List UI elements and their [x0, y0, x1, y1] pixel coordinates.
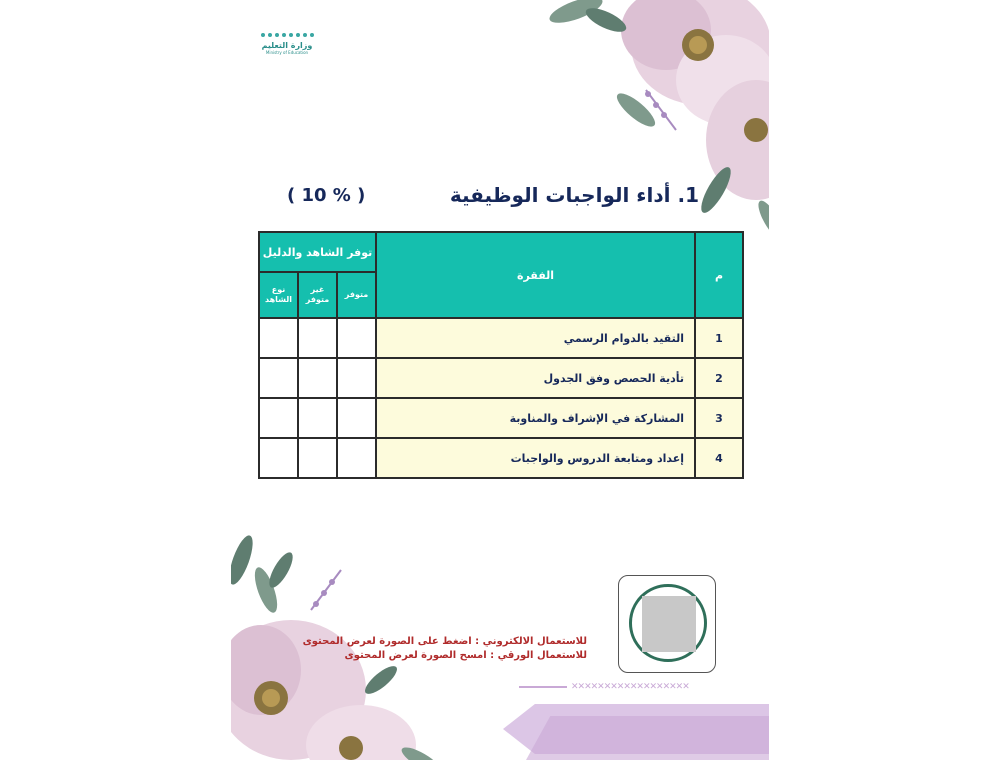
row-item: إعداد ومتابعة الدروس والواجبات — [376, 438, 695, 478]
logo-arabic-text: وزارة التعليم — [261, 41, 313, 50]
decorative-banner-shade — [526, 716, 769, 760]
table-header-row — [259, 232, 743, 272]
qr-code-frame[interactable] — [618, 575, 716, 673]
row-item: المشاركة في الإشراف والمناوبة — [376, 398, 695, 438]
electronic-use-note: للاستعمال الالكتروني : اضغط على الصورة لعرض المحتوى — [302, 636, 587, 647]
row-number: 2 — [695, 358, 743, 398]
logo-english-text: Ministry of Education — [265, 50, 309, 55]
unavailable-cell[interactable] — [298, 318, 337, 358]
logo-mark-icon — [257, 33, 317, 37]
evaluation-table — [258, 231, 744, 479]
col-available-header: متوفر — [337, 272, 376, 318]
available-cell[interactable] — [337, 438, 376, 478]
ministry-logo — [257, 33, 317, 55]
section-title: 1. أداء الواجبات الوظيفية — [449, 183, 699, 207]
unavailable-cell[interactable] — [298, 358, 337, 398]
available-cell[interactable] — [337, 398, 376, 438]
evidence-type-cell[interactable] — [259, 438, 298, 478]
row-number: 4 — [695, 438, 743, 478]
document-page — [231, 0, 769, 760]
col-num-header: م — [695, 232, 743, 318]
unavailable-cell[interactable] — [298, 438, 337, 478]
col-item-header: الفقرة — [376, 232, 695, 318]
unavailable-cell[interactable] — [298, 398, 337, 438]
table-row — [259, 438, 743, 478]
col-unavailable-header: غير متوفر — [298, 272, 337, 318]
available-cell[interactable] — [337, 358, 376, 398]
col-type-header: نوع الشاهد — [259, 272, 298, 318]
row-item: تأدية الحصص وفق الجدول — [376, 358, 695, 398]
table-row — [259, 318, 743, 358]
col-evidence-header: توفر الشاهد والدليل — [259, 232, 376, 272]
row-number: 3 — [695, 398, 743, 438]
evidence-type-cell[interactable] — [259, 318, 298, 358]
table-row — [259, 398, 743, 438]
evidence-type-cell[interactable] — [259, 398, 298, 438]
paper-use-note: للاستعمال الورقي : امسح الصورة لعرض المحتوى — [344, 650, 587, 661]
row-item: التقيد بالدوام الرسمي — [376, 318, 695, 358]
evidence-type-cell[interactable] — [259, 358, 298, 398]
table-row — [259, 358, 743, 398]
qr-code-image[interactable] — [642, 596, 696, 652]
row-number: 1 — [695, 318, 743, 358]
decorative-pattern: ✕✕✕✕✕✕✕✕✕✕✕✕✕✕✕✕✕✕ — [571, 682, 689, 692]
section-weight: ( 10 % ) — [287, 185, 366, 206]
divider-line — [519, 686, 567, 688]
available-cell[interactable] — [337, 318, 376, 358]
